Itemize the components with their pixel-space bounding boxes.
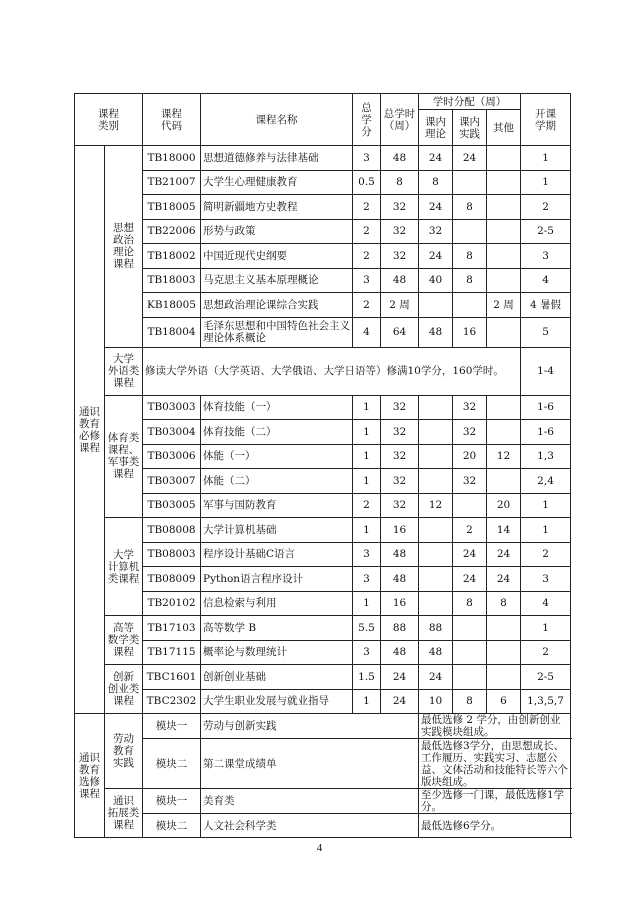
- course-theory-hours: [419, 420, 453, 445]
- course-other-hours: [487, 244, 521, 269]
- course-semester: 2-5: [521, 219, 571, 244]
- course-theory-hours: 88: [419, 616, 453, 641]
- header-theory: 课内 理论: [419, 110, 453, 146]
- course-hours: 32: [381, 444, 419, 469]
- module-label: 模块二: [143, 739, 201, 789]
- course-credits: 2: [353, 493, 381, 518]
- course-practice-hours: [453, 493, 487, 518]
- table-row: [75, 293, 571, 318]
- course-code: TB20102: [143, 591, 201, 616]
- course-theory-hours: [419, 567, 453, 592]
- course-practice-hours: 32: [453, 469, 487, 494]
- course-other-hours: [487, 146, 521, 171]
- course-semester: 2,4: [521, 469, 571, 494]
- table-row: [75, 542, 571, 567]
- header-row: [75, 94, 571, 110]
- course-semester: 1-6: [521, 420, 571, 445]
- course-credits: 1: [353, 420, 381, 445]
- module-requirement: 最低选修6学分。: [419, 814, 571, 838]
- group-label: 体育类 课程、 军事类 课程: [105, 395, 143, 518]
- module-name: 第二课堂成绩单: [201, 739, 419, 789]
- course-code: TB18004: [143, 317, 201, 347]
- header-semester: 开课 学期: [521, 94, 571, 146]
- course-code: TB22006: [143, 219, 201, 244]
- module-requirement: 最低选修3学分，由思想成长、工作履历、实践实习、志愿公益、文体活动和技能特长等六个版块组成。: [419, 739, 571, 789]
- group-label: 思想 政治 理论 课程: [105, 146, 143, 348]
- table-row: [75, 347, 571, 395]
- course-theory-hours: 24: [419, 244, 453, 269]
- course-practice-hours: 8: [453, 268, 487, 293]
- course-name: 体能（二）: [201, 469, 353, 494]
- course-credits: 1: [353, 591, 381, 616]
- table-body: [75, 94, 571, 838]
- course-name: 创新创业基础: [201, 665, 353, 690]
- table-row: [75, 268, 571, 293]
- header-name: 课程名称: [201, 94, 353, 146]
- course-name: 概率论与数理统计: [201, 640, 353, 665]
- course-theory-hours: [419, 444, 453, 469]
- page-number: 4: [316, 842, 323, 854]
- course-other-hours: 20: [487, 493, 521, 518]
- table-row: [75, 444, 571, 469]
- course-code: TB03005: [143, 493, 201, 518]
- course-credits: 0.5: [353, 170, 381, 195]
- course-credits: 3: [353, 146, 381, 171]
- header-credits: 总 学 分: [353, 94, 381, 146]
- course-name: 高等数学 B: [201, 616, 353, 641]
- foreign-language-requirement: 修读大学外语（大学英语、大学俄语、大学日语等）修满10学分，160学时。: [143, 347, 521, 395]
- course-credits: 4: [353, 317, 381, 347]
- course-practice-hours: 24: [453, 567, 487, 592]
- course-other-hours: [487, 219, 521, 244]
- course-semester: 1,3,5,7: [521, 689, 571, 714]
- course-code: TB03004: [143, 420, 201, 445]
- course-code: KB18005: [143, 293, 201, 318]
- course-practice-hours: [453, 665, 487, 690]
- course-practice-hours: 24: [453, 146, 487, 171]
- course-semester: 3: [521, 244, 571, 269]
- course-theory-hours: [419, 293, 453, 318]
- course-hours: 32: [381, 395, 419, 420]
- course-name: 简明新疆地方史教程: [201, 195, 353, 220]
- course-name: 程序设计基础C语言: [201, 542, 353, 567]
- course-practice-hours: [453, 170, 487, 195]
- course-other-hours: 6: [487, 689, 521, 714]
- course-credits: 1.5: [353, 665, 381, 690]
- course-code: TBC2302: [143, 689, 201, 714]
- header-other: 其他: [487, 110, 521, 146]
- table-row: [75, 170, 571, 195]
- course-semester: 4 暑假: [521, 293, 571, 318]
- course-credits: 1: [353, 444, 381, 469]
- table-row: [75, 146, 571, 171]
- course-code: TB18002: [143, 244, 201, 269]
- course-hours: 24: [381, 665, 419, 690]
- module-requirement: 至少选修一门课，最低选修1学分。: [419, 789, 571, 814]
- table-row: [75, 395, 571, 420]
- course-theory-hours: 48: [419, 317, 453, 347]
- course-theory-hours: 24: [419, 146, 453, 171]
- table-row: [75, 420, 571, 445]
- curriculum-table: [74, 93, 571, 838]
- course-other-hours: [487, 420, 521, 445]
- module-name: 美育类: [201, 789, 419, 814]
- course-theory-hours: 48: [419, 640, 453, 665]
- course-theory-hours: 32: [419, 219, 453, 244]
- header-practice: 课内 实践: [453, 110, 487, 146]
- course-name: 体育技能（一）: [201, 395, 353, 420]
- course-practice-hours: [453, 616, 487, 641]
- course-practice-hours: [453, 219, 487, 244]
- course-theory-hours: 10: [419, 689, 453, 714]
- header-category: 课程 类别: [75, 94, 143, 146]
- course-credits: 3: [353, 640, 381, 665]
- table-row: [75, 195, 571, 220]
- table-row: [75, 714, 571, 739]
- course-other-hours: [487, 616, 521, 641]
- course-code: TB18000: [143, 146, 201, 171]
- course-semester: 1: [521, 493, 571, 518]
- group-label: 大学 计算机 类课程: [105, 518, 143, 616]
- course-credits: 1: [353, 469, 381, 494]
- course-credits: 3: [353, 542, 381, 567]
- course-credits: 2: [353, 219, 381, 244]
- course-semester: 1,3: [521, 444, 571, 469]
- course-practice-hours: 2: [453, 518, 487, 543]
- course-semester: 3: [521, 567, 571, 592]
- course-hours: 48: [381, 542, 419, 567]
- course-name: 大学生心理健康教育: [201, 170, 353, 195]
- course-other-hours: 2 周: [487, 293, 521, 318]
- course-hours: 2 周: [381, 293, 419, 318]
- course-practice-hours: 8: [453, 689, 487, 714]
- group-label: 通识 拓展类 课程: [105, 789, 143, 838]
- table-row: [75, 814, 571, 838]
- course-code: TB03003: [143, 395, 201, 420]
- course-hours: 32: [381, 420, 419, 445]
- course-practice-hours: 32: [453, 395, 487, 420]
- course-hours: 88: [381, 616, 419, 641]
- course-other-hours: [487, 469, 521, 494]
- course-other-hours: 12: [487, 444, 521, 469]
- course-practice-hours: [453, 640, 487, 665]
- course-practice-hours: 20: [453, 444, 487, 469]
- course-name: 大学计算机基础: [201, 518, 353, 543]
- module-label: 模块一: [143, 714, 201, 739]
- table-row: [75, 739, 571, 789]
- module-requirement: 最低选修 2 学分，由创新创业实践模块组成。: [419, 714, 571, 739]
- table-row: [75, 518, 571, 543]
- course-code: TB03006: [143, 444, 201, 469]
- module-label: 模块二: [143, 814, 201, 838]
- course-semester: 2: [521, 195, 571, 220]
- table-row: [75, 317, 571, 347]
- course-semester: 1: [521, 616, 571, 641]
- module-name: 劳动与创新实践: [201, 714, 419, 739]
- course-name: 体能（一）: [201, 444, 353, 469]
- course-semester: 1-6: [521, 395, 571, 420]
- table-row: [75, 469, 571, 494]
- course-name: 大学生职业发展与就业指导: [201, 689, 353, 714]
- course-theory-hours: 8: [419, 170, 453, 195]
- table-row: [75, 219, 571, 244]
- course-other-hours: [487, 317, 521, 347]
- course-hours: 32: [381, 469, 419, 494]
- course-other-hours: 24: [487, 542, 521, 567]
- course-other-hours: 8: [487, 591, 521, 616]
- course-code: TB08009: [143, 567, 201, 592]
- course-hours: 32: [381, 219, 419, 244]
- course-hours: 16: [381, 518, 419, 543]
- course-credits: 5.5: [353, 616, 381, 641]
- course-code: TB18005: [143, 195, 201, 220]
- course-semester: 1: [521, 170, 571, 195]
- course-theory-hours: 24: [419, 195, 453, 220]
- course-credits: 2: [353, 244, 381, 269]
- course-name: 中国近现代史纲要: [201, 244, 353, 269]
- course-name: 信息检索与利用: [201, 591, 353, 616]
- group-label: 劳动 教育 实践: [105, 714, 143, 789]
- table-row: [75, 493, 571, 518]
- course-semester: 1-4: [521, 347, 571, 395]
- course-credits: 3: [353, 567, 381, 592]
- course-name: 军事与国防教育: [201, 493, 353, 518]
- table-row: [75, 665, 571, 690]
- module-name: 人文社会科学类: [201, 814, 419, 838]
- course-code: TB08008: [143, 518, 201, 543]
- course-credits: 2: [353, 293, 381, 318]
- course-semester: 4: [521, 591, 571, 616]
- course-name: 思想道德修养与法律基础: [201, 146, 353, 171]
- course-credits: 2: [353, 195, 381, 220]
- course-practice-hours: [453, 293, 487, 318]
- course-semester: 1: [521, 518, 571, 543]
- course-other-hours: [487, 395, 521, 420]
- course-code: TB03007: [143, 469, 201, 494]
- table-row: [75, 616, 571, 641]
- course-hours: 48: [381, 146, 419, 171]
- group-label: 大学 外语类 课程: [105, 347, 143, 395]
- group-label: 高等 数学类 课程: [105, 616, 143, 665]
- course-theory-hours: [419, 518, 453, 543]
- course-code: TB17103: [143, 616, 201, 641]
- course-code: TB18003: [143, 268, 201, 293]
- course-credits: 1: [353, 395, 381, 420]
- course-credits: 1: [353, 518, 381, 543]
- course-hours: 16: [381, 591, 419, 616]
- course-code: TB08003: [143, 542, 201, 567]
- course-practice-hours: 32: [453, 420, 487, 445]
- course-name: 体育技能（二）: [201, 420, 353, 445]
- course-name: 思想政治理论课综合实践: [201, 293, 353, 318]
- course-code: TBC1601: [143, 665, 201, 690]
- elective-category-label: 通识 教育 选修 课程: [75, 714, 105, 838]
- course-name: 形势与政策: [201, 219, 353, 244]
- course-other-hours: [487, 665, 521, 690]
- course-name: Python语言程序设计: [201, 567, 353, 592]
- course-code: TB21007: [143, 170, 201, 195]
- course-hours: 48: [381, 640, 419, 665]
- course-theory-hours: 40: [419, 268, 453, 293]
- table-row: [75, 640, 571, 665]
- table-row: [75, 591, 571, 616]
- table-row: [75, 689, 571, 714]
- table-row: [75, 789, 571, 814]
- header-distribution: 学时分配（周）: [419, 94, 521, 110]
- course-other-hours: [487, 170, 521, 195]
- course-theory-hours: [419, 542, 453, 567]
- course-code: TB17115: [143, 640, 201, 665]
- course-name: 毛泽东思想和中国特色社会主义理论体系概论: [201, 317, 353, 347]
- module-label: 模块一: [143, 789, 201, 814]
- course-theory-hours: 24: [419, 665, 453, 690]
- course-theory-hours: 12: [419, 493, 453, 518]
- course-semester: 2-5: [521, 665, 571, 690]
- course-practice-hours: 24: [453, 542, 487, 567]
- course-other-hours: [487, 195, 521, 220]
- course-practice-hours: 16: [453, 317, 487, 347]
- course-practice-hours: 8: [453, 244, 487, 269]
- course-hours: 32: [381, 493, 419, 518]
- course-credits: 3: [353, 268, 381, 293]
- course-practice-hours: 8: [453, 195, 487, 220]
- course-name: 马克思主义基本原理概论: [201, 268, 353, 293]
- course-other-hours: [487, 268, 521, 293]
- course-other-hours: 14: [487, 518, 521, 543]
- header-code: 课程 代码: [143, 94, 201, 146]
- course-semester: 2: [521, 640, 571, 665]
- course-hours: 8: [381, 170, 419, 195]
- course-semester: 1: [521, 146, 571, 171]
- course-other-hours: [487, 640, 521, 665]
- required-category-label: 通识 教育 必修 课程: [75, 146, 105, 714]
- course-hours: 48: [381, 567, 419, 592]
- course-hours: 32: [381, 244, 419, 269]
- course-semester: 5: [521, 317, 571, 347]
- course-credits: 1: [353, 689, 381, 714]
- course-semester: 2: [521, 542, 571, 567]
- course-hours: 64: [381, 317, 419, 347]
- course-hours: 24: [381, 689, 419, 714]
- group-label: 创新 创业类 课程: [105, 665, 143, 714]
- course-theory-hours: [419, 469, 453, 494]
- table-row: [75, 567, 571, 592]
- header-total-hours: 总学时 （周）: [381, 94, 419, 146]
- course-theory-hours: [419, 395, 453, 420]
- course-hours: 48: [381, 268, 419, 293]
- course-practice-hours: 8: [453, 591, 487, 616]
- course-semester: 4: [521, 268, 571, 293]
- course-theory-hours: [419, 591, 453, 616]
- course-hours: 32: [381, 195, 419, 220]
- course-other-hours: 24: [487, 567, 521, 592]
- table-row: [75, 244, 571, 269]
